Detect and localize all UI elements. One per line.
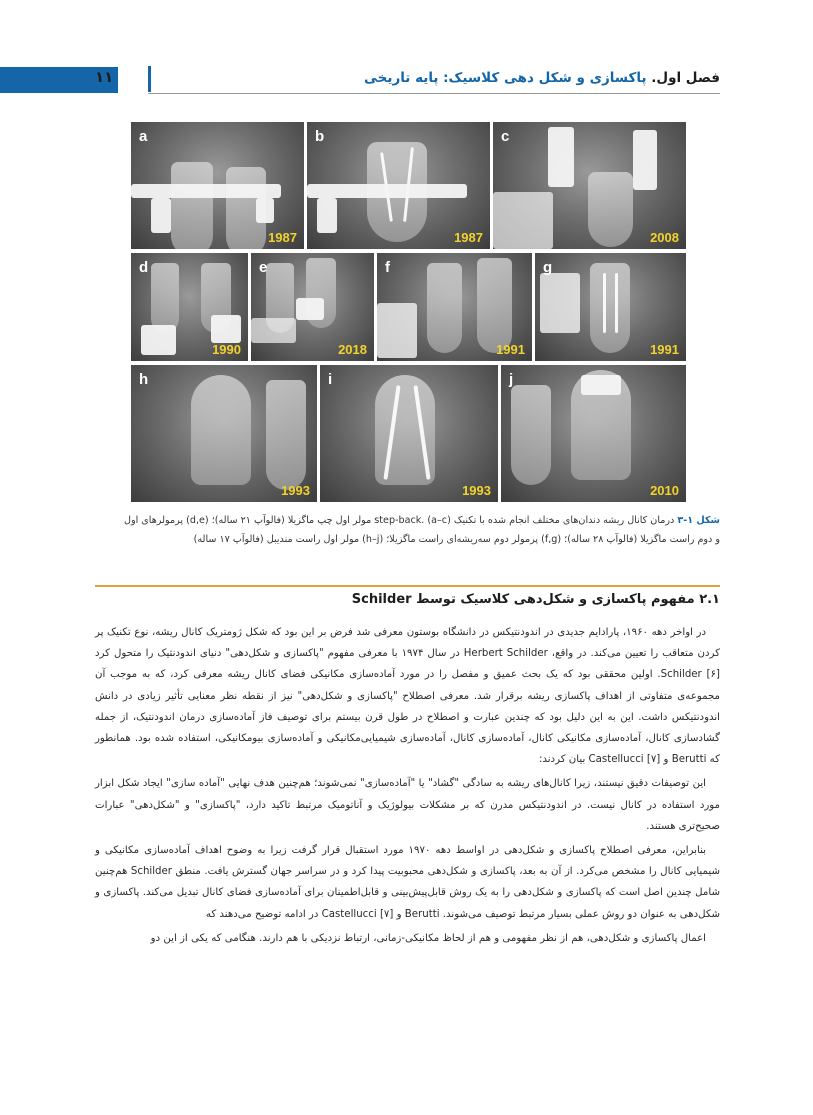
chapter-title-text: پاکسازی و شکل دهی کلاسیک: پایه تاریخی — [364, 70, 647, 86]
paragraph-3: بنابراین، معرفی اصطلاح پاکسازی و شکل‌دهی در اواسط دهه ۱۹۷۰ مورد استقبال قرار گرفت زیرا به وضوح اهداف آماده‌سازی مکانیکی و شیمیایی کانال را مشخص می‌کرد. از آن به بعد، پاکسازی و شکل‌دهی محبوبیت پیدا کرد و در سراسر جهان گسترش یافت. منطق Schilder هم‌چنین شامل چندین اصل است که پاکسازی و شکل‌دهی را به یک روش قابل‌پیش‌بینی و قابل‌اطمینان برای آماده‌سازی فضای کانال تبدیل می‌کند. پاکسازی و شکل‌دهی به عنوان دو روش عملی بسیار مرتبط توصیف می‌شوند. Berutti و Castellucci [۷] در ادامه توضیح می‌دهند که — [95, 845, 720, 920]
panel-label: d — [139, 259, 149, 276]
panel-label: j — [509, 371, 514, 388]
panel-year: 1991 — [496, 342, 525, 357]
body-text — [95, 622, 720, 952]
panel-a — [130, 121, 305, 250]
radiograph-figure — [130, 121, 685, 501]
panel-g — [534, 252, 687, 362]
section-heading: ۲.۱ مفهوم پاکسازی و شکل‌دهی کلاسیک توسط Schilder — [351, 592, 720, 607]
panel-year: 1987 — [268, 230, 297, 245]
panel-label: e — [259, 259, 268, 276]
panel-label: c — [501, 128, 510, 145]
panel-label: a — [139, 128, 148, 145]
page-number: ۱۱ — [95, 68, 114, 86]
panel-year: 1990 — [212, 342, 241, 357]
paragraph-2: این توصیفات دقیق نیستند، زیرا کانال‌های ریشه به سادگی "گشاد" یا "آماده‌سازی" نمی‌شوند؛ هم‌چنین هدف نهایی "آماده سازی" ایجاد شکل ابزار مورد استفاده در کانال نیست. در اندودنتیکس مدرن که بر مشکلات بیولوژیک و آناتومیک مرتبط تاکید دارد، "پاکسازی" و "شکل‌دهی" عبارات صحیح‌تری هستند. — [95, 778, 720, 832]
caption-line-1: درمان کانال ریشه دندان‌های مختلف انجام شده با تکنیک step-back. (a–c) مولر اول چپ ماگزیلا (فالوآپ ۲۱ ساله)؛ (d,e) پرمولرهای اول — [123, 515, 675, 526]
figure-caption — [95, 511, 720, 549]
paragraph-4: اعمال پاکسازی و شکل‌دهی، هم از نظر مفهومی و هم از لحاظ مکانیکی-زمانی، ارتباط نزدیکی با هم دارند. هنگامی که یکی از این دو — [150, 932, 706, 944]
panel-e — [250, 252, 375, 362]
panel-f — [376, 252, 533, 362]
paragraph-1: در اواخر دهه ۱۹۶۰، پارادایم جدیدی در اندودنتیکس در دانشگاه بوستون معرفی شد فرض بر این بود که شکل ژومتریک کانال ریشه، نوع تکنیک پر کردن متعاقب را تعیین می‌کند. در واقع، Herbert Schilder در سال ۱۹۷۴ با معرفی مفهوم "پاکسازی و شکل‌دهی" دنیای اندودنتیک را متحول کرد Schilder [۶]. اولین محققی بود که یک بحث عمیق و مفصل را در مورد آماده‌سازی مکانیکی فضای کانال ریشه معرفی کرد، که به موجب آن مجموعه‌ی متفاوتی از اهداف پاکسازی ریشه برقرار شد. معرفی اصطلاح "پاکسازی و شکل‌دهی" نیز از نقطه نظر معنایی تأثیر زیادی در دانش اندودنتیکس داشت. این به این دلیل بود که چندین عبارت و اصطلاح در طول قرن بیستم برای توصیف فاز آماده‌سازی درمان اندودنتیک، از جمله گشادسازی کانال، آماده‌سازی مکانیکی کانال، آماده‌سازی کانال، آماده‌سازی شیمیایی‌مکانیکی و آماده‌سازی بیومکانیکی، استفاده شده بود. همانطور که Berutti و Castellucci [۷] بیان کردند: — [95, 627, 720, 766]
panel-c — [492, 121, 687, 250]
panel-year: 1993 — [281, 483, 310, 498]
panel-i — [319, 364, 499, 503]
panel-label: g — [543, 259, 553, 276]
panel-h — [130, 364, 318, 503]
chapter-prefix: فصل اول. — [651, 70, 720, 86]
panel-label: h — [139, 371, 149, 388]
panel-year: 2008 — [650, 230, 679, 245]
panel-year: 2018 — [338, 342, 367, 357]
header-rule — [148, 93, 720, 94]
panel-label: f — [385, 259, 390, 276]
panel-year: 2010 — [650, 483, 679, 498]
panel-year: 1991 — [650, 342, 679, 357]
panel-d — [130, 252, 249, 362]
panel-label: i — [328, 371, 333, 388]
panel-year: 1987 — [454, 230, 483, 245]
panel-j — [500, 364, 687, 503]
panel-b — [306, 121, 491, 250]
caption-line-2: و دوم راست ماگزیلا (فالوآپ ۲۸ ساله)؛ (f,g) پرمولر دوم سه‌ریشه‌ای راست ماگزیلا؛ (h–j) مولر اول راست مندیبل (فالوآپ ۱۷ ساله) — [193, 534, 720, 545]
caption-label: شکل ۱-۳ — [677, 515, 720, 526]
panel-year: 1993 — [462, 483, 491, 498]
header-divider — [148, 66, 151, 92]
panel-label: b — [315, 128, 325, 145]
section-rule — [95, 585, 720, 587]
chapter-title — [160, 70, 720, 86]
